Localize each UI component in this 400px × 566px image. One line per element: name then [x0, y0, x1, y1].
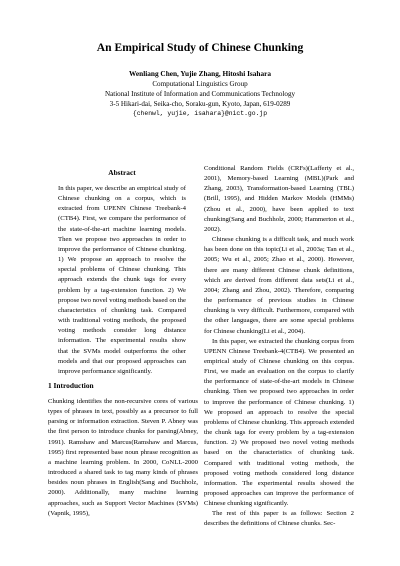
intro-paragraph-2: Conditional Random Fields (CRFs)(Lafferty et al., 2001), Memory-based Learning (MBL)(Park and Zhang, 2003), Transformation-based Learning (TBL)(Brill, 1995), and Hidden Markov Models (HMMs)(Zhou et al., 2000), have been applied to text chunking(Sang and Buchholz, 2000; Hammerton et al., 2002).: [204, 165, 354, 233]
affiliation-address: 3-5 Hikari-dai, Seika-cho, Soraku-gun, Kyoto, Japan, 619-0289: [109, 99, 291, 108]
abstract-heading: Abstract: [108, 168, 136, 177]
intro-column-right: [204, 164, 354, 530]
abstract-body: [58, 184, 186, 377]
intro-paragraph-4: In this paper, we extracted the chunking corpus from UPENN Chinese Treebank-4(CTB4). We presented an empirical study of Chinese chunking on this corpus. First, we made an evaluation on the corpus to clarify the performance of state-of-the-art models in Chinese chunking. Then we proposed two approaches in order to improve the performance of Chinese chunking. 1) We proposed an approach to resolve the special problems of Chinese chunking. This approach extended the chunk tags for every problem by a tag-extension function. 2) We proposed two novel voting methods based on the characteristics of chunking task. Compared with traditional voting methods, the proposed voting methods considered long distance information. The experimental results showed the proposed approaches can improve the performance of Chinese chunking significantly.: [204, 337, 354, 508]
author-list: Wenliang Chen, Yujie Zhang, Hitoshi Isahara: [129, 69, 271, 78]
affiliation-institute: National Institute of Information and Communications Technology: [104, 89, 296, 98]
abstract-text: In this paper, we describe an empirical study of Chinese chunking on a corpus, which is extracted from UPENN Chinese Treebank-4 (CTB4). First, we compare the performance of the state-of-the-art machine learning models. Then we propose two approaches in order to improve the performance of Chinese chunking. 1) We propose an approach to resolve the special problems of Chinese chunking. This approach extends the chunk tags for every problem by a tag-extension function. 2) We propose two novel voting methods based on the characteristics of chunking task. Compared with traditional voting methods, the proposed voting methods consider long distance information. The experimental results show that the SVMs model outperforms the other models and that our proposed approaches can improve performance significantly.: [58, 185, 186, 375]
intro-column-left: [48, 397, 198, 519]
intro-paragraph-5: The rest of this paper is as follows: Section 2 describes the definitions of Chinese chunks. Sec-: [204, 510, 354, 528]
author-emails: {chenwl, yujie, isahara}@nict.go.jp: [132, 110, 268, 118]
intro-paragraph-3: Chinese chunking is a difficult task, and much work has been done on this topic(Li et al., 2003a; Tan et al., 2005; Wu et al., 2005; Zhao et al., 2000). However, there are many different Chinese chunk definitions, which are derived from different data sets(Li et al., 2004; Zhang and Zhou, 2002). Therefore, comparing the performance of previous studies in Chinese chunking is very difficult. Furthermore, compared with the other languages, there are some special problems for Chinese chunking(Li et al., 2004).: [204, 236, 354, 335]
section-heading-introduction: 1 Introduction: [48, 381, 94, 390]
intro-paragraph-1: Chunking identifies the non-recursive cores of various types of phrases in text, possibly as a precursor to full parsing or information extraction. Steven P. Abney was the first person to introduce chunks for parsing(Abney, 1991). Ramshaw and Marcus(Ramshaw and Marcus, 1995) first represented base noun phrase recognition as a machine learning problem. In 2000, CoNLL-2000 introduced a shared task to tag many kinds of phrases besides noun phrases in English(Sang and Buchholz, 2000). Additionally, many machine learning approaches, such as Support Vector Machines (SVMs)(Vapnik, 1995),: [48, 398, 198, 517]
affiliation-group: Computational Linguistics Group: [152, 80, 248, 88]
paper-title: An Empirical Study of Chinese Chunking: [96, 41, 304, 54]
